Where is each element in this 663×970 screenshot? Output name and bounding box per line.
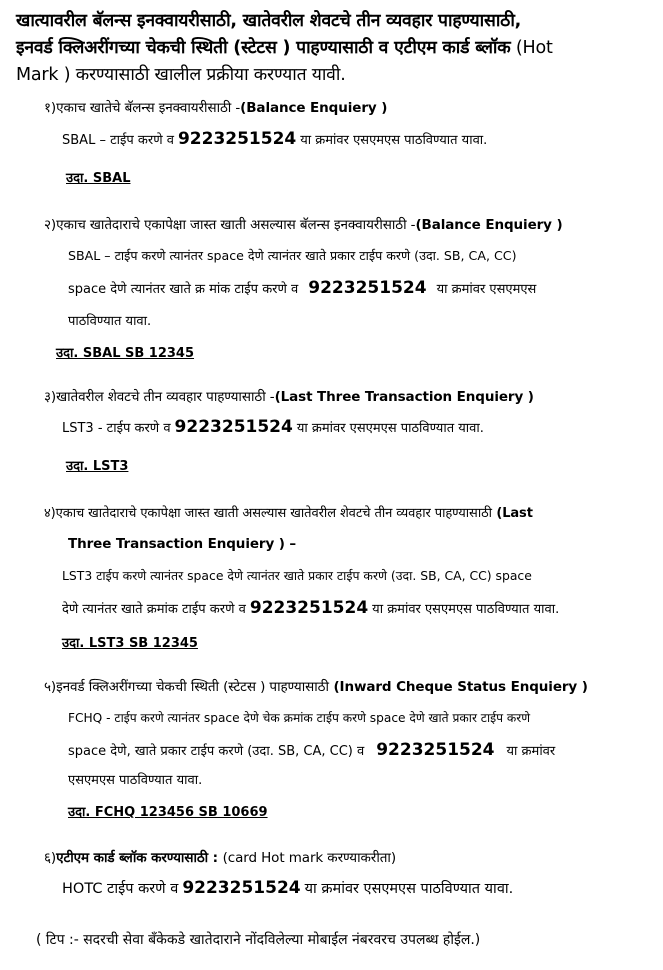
item-4-instruction-line-2 (62, 600, 559, 618)
item-3-instruction-pre: LST3 - टाईप करणे व (62, 421, 171, 436)
item-4-instruction-pre: देणे त्यानंतर खाते क्रमांक टाईप करणे व (62, 602, 246, 617)
item-2-phone-number: 9223251524 (308, 278, 427, 298)
item-4-title-english: (Last (496, 506, 533, 521)
item-1-instruction (62, 131, 487, 149)
item-1-instruction-pre: SBAL – टाईप करणे व (62, 133, 174, 148)
heading-line-3-a: Mark ) (16, 65, 71, 85)
item-3-example: उदा. LST3 (66, 459, 129, 474)
item-5-phone-number: 9223251524 (376, 740, 495, 760)
item-2-title-marathi: एकाच खातेदाराचे एकापेक्षा जास्त खाती असल्यास बॅलन्स इनक्वायरीसाठी - (56, 217, 416, 233)
heading-line-2-bold: इनवर्ड क्लिअरींगच्या चेकची स्थिती (स्टेटस ) पाहण्यासाठी व एटीएम कार्ड ब्लॉक (16, 38, 511, 58)
item-2-instruction-line-1: SBAL – टाईप करणे त्यानंतर space देणे त्यानंतर खाते प्रकार टाईप करणे (उदा. SB, CA, CC) (68, 248, 517, 263)
item-6-title-marathi: एटीएम कार्ड ब्लॉक करण्यासाठी : (56, 850, 218, 866)
item-4-instruction-line-1: LST3 टाईप करणे त्यानंतर space देणे त्यानंतर खाते प्रकार टाईप करणे (उदा. SB, CA, CC) space (62, 568, 532, 583)
item-6-title-english: (card Hot mark करण्याकरीता) (222, 850, 396, 866)
item-5-title-marathi: इनवर्ड क्लिअरींगच्या चेकची स्थिती (स्टेटस ) पाहण्यासाठी (56, 679, 329, 695)
item-6-instruction-pre: HOTC टाईप करणे व (62, 881, 179, 897)
item-5-instruction-line-3: एसएमएस पाठविण्यात यावा. (68, 773, 203, 788)
item-1-phone-number: 9223251524 (177, 129, 297, 149)
heading-line-2-normal: (Hot (510, 38, 553, 58)
item-3-instruction-post: या क्रमांवर एसएमएस पाठविण्यात यावा. (296, 421, 484, 436)
tip-note: ( टिप :- सदरची सेवा बॅंकेकडे खातेदाराने नोंदविलेल्या मोबाईल नंबरवरच उपलब्ध होईल.) (36, 932, 481, 948)
item-6-title (44, 848, 396, 866)
item-3-title-english: (Last Three Transaction Enquiery ) (274, 389, 534, 405)
document-heading (16, 8, 656, 89)
item-1-instruction-post: या क्रमांवर एसएमएस पाठविण्यात यावा. (300, 133, 488, 148)
item-5-number: ५) (44, 679, 57, 695)
heading-line-3 (16, 62, 656, 89)
item-5-title-english: (Inward Cheque Status Enquiery ) (333, 679, 588, 695)
item-5-title (44, 677, 588, 695)
item-4-title-continued: Three Transaction Enquiery ) – (68, 536, 297, 552)
item-3-instruction (62, 419, 484, 437)
item-1-title-english: (Balance Enquiery ) (240, 100, 388, 116)
item-2-title (44, 215, 563, 233)
item-3-phone-number: 9223251524 (174, 417, 293, 437)
item-2-example: उदा. SBAL SB 12345 (56, 346, 195, 361)
item-5-instruction-line-2 (68, 742, 555, 760)
item-3-title-marathi: खातेवरील शेवटचे तीन व्यवहार पाहण्यासाठी - (56, 389, 275, 405)
item-1-example: उदा. SBAL (66, 171, 131, 186)
item-4-title (44, 503, 533, 521)
item-6-number: ६) (44, 850, 57, 866)
item-2-title-english: (Balance Enquiery ) (415, 217, 563, 233)
item-1-number: १) (44, 100, 57, 116)
item-5-example: उदा. FCHQ 123456 SB 10669 (68, 805, 268, 820)
item-2-instruction-line-2 (68, 280, 536, 298)
item-6-instruction (62, 880, 513, 897)
heading-line-1: खात्यावरील बॅलन्स इनक्वायरीसाठी, खातेवरील शेवटचे तीन व्यवहार पाहण्यासाठी, (16, 11, 522, 31)
item-5-instruction-pre: space देणे, खाते प्रकार टाईप करणे (उदा. SB, CA, CC) व (68, 744, 365, 759)
item-4-number: ४) (44, 506, 56, 521)
item-6-instruction-post: या क्रमांवर एसएमएस पाठविण्यात यावा. (304, 881, 514, 897)
item-4-instruction-post: या क्रमांवर एसएमएस पाठविण्यात यावा. (372, 602, 560, 617)
heading-line-2 (16, 35, 656, 62)
item-2-instruction-pre: space देणे त्यानंतर खाते क्र मांक टाईप करणे व (68, 282, 299, 297)
item-4-title-marathi: एकाच खातेदाराचे एकापेक्षा जास्त खाती असल्यास खातेवरील शेवटचे तीन व्यवहार पाहण्यासाठी (55, 506, 492, 521)
item-5-instruction-line-1: FCHQ - टाईप करणे त्यानंतर space देणे चेक क्रमांक टाईप करणे space देणे खाते प्रकार टाईप करणे (68, 711, 531, 725)
item-3-number: ३) (44, 389, 57, 405)
item-6-phone-number: 9223251524 (182, 878, 301, 898)
item-4-example: उदा. LST3 SB 12345 (62, 636, 198, 651)
heading-line-3-b: करण्यासाठी खालील प्रक्रीया करण्यात यावी. (70, 65, 346, 85)
item-1-title-marathi: एकाच खातेचे बॅलन्स इनक्वायरीसाठी - (56, 100, 241, 116)
item-2-number: २) (44, 217, 57, 233)
item-2-instruction-line-3: पाठविण्यात यावा. (68, 314, 152, 329)
item-2-instruction-post: या क्रमांवर एसएमएस (436, 282, 537, 297)
item-5-instruction-post: या क्रमांवर (506, 744, 556, 759)
item-3-title (44, 387, 534, 405)
item-1-title (44, 98, 387, 116)
item-4-phone-number: 9223251524 (249, 598, 369, 618)
